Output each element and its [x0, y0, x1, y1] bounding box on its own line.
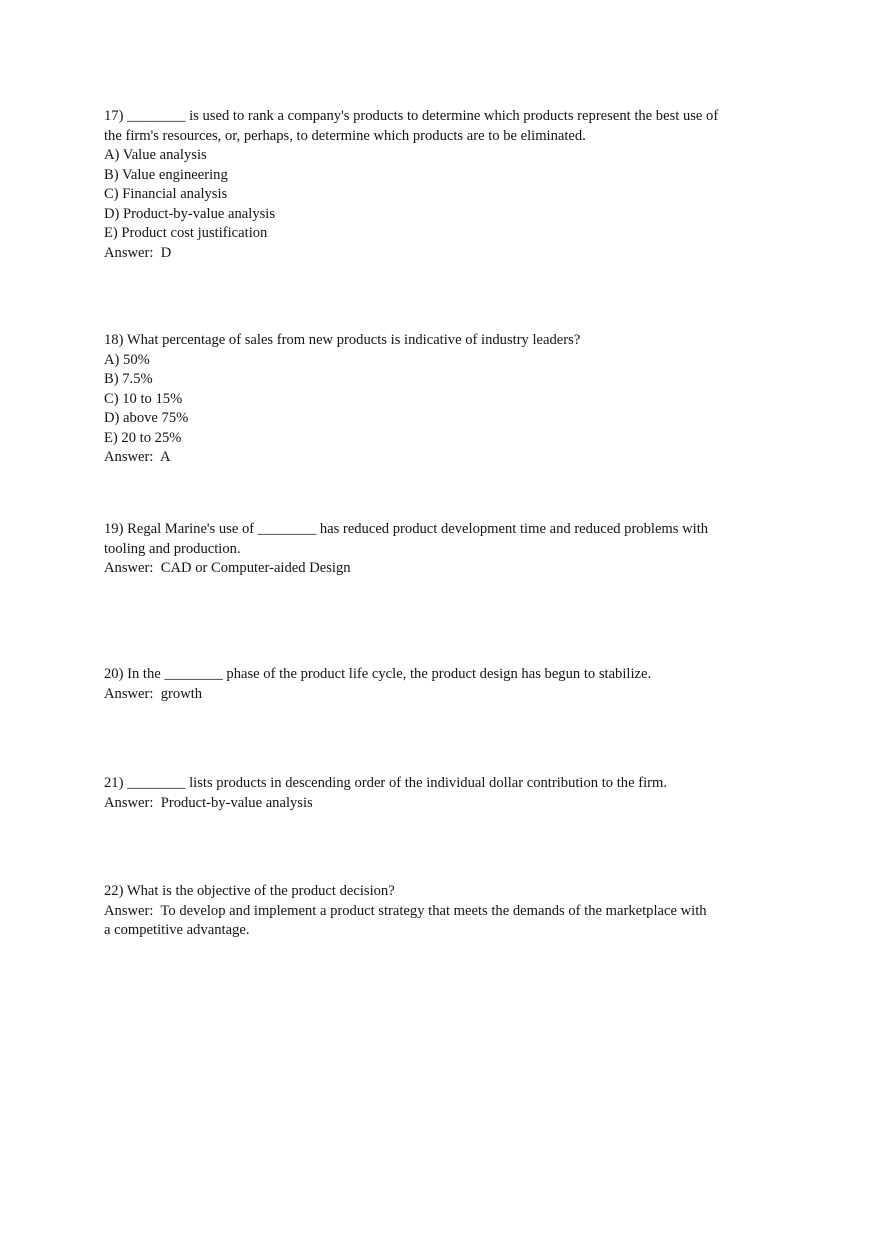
answer: Answer: growth — [104, 685, 203, 702]
option-b: B) 7.5% — [104, 371, 153, 387]
answer: Answer: A — [104, 449, 171, 465]
answer: Answer: To develop and implement a product strategy that meets the demands of the marketplace with — [104, 902, 707, 919]
question-text: 20) In the ________ phase of the product life cycle, the product design has begun to stabilize. — [104, 666, 652, 682]
question-19 — [104, 520, 724, 579]
answer: Answer: CAD or Computer-aided Design — [104, 560, 351, 576]
question-17 — [104, 107, 724, 263]
question-text: 22) What is the objective of the product decision? — [104, 883, 395, 899]
option-c: C) Financial analysis — [104, 186, 228, 202]
answer-continued: a competitive advantage. — [104, 922, 250, 938]
question-text: tooling and production. — [104, 540, 241, 557]
answer: Answer: Product-by-value analysis — [104, 794, 313, 811]
question-text: 19) Regal Marine's use of ________ has reduced product development time and reduced problems with — [104, 521, 709, 537]
option-e: E) 20 to 25% — [104, 429, 182, 446]
question-21 — [104, 774, 724, 813]
question-text: 18) What percentage of sales from new products is indicative of industry leaders? — [104, 332, 581, 348]
answer: Answer: D — [104, 244, 172, 261]
option-d: D) above 75% — [104, 410, 189, 426]
option-b: B) Value engineering — [104, 166, 228, 183]
question-text: the firm's resources, or, perhaps, to determine which products are to be eliminated. — [104, 127, 586, 144]
option-c: C) 10 to 15% — [104, 390, 183, 407]
question-text: 21) ________ lists products in descending order of the individual dollar contribution to the firm. — [104, 775, 667, 791]
option-e: E) Product cost justification — [104, 225, 268, 241]
question-text: 17) ________ is used to rank a company's products to determine which products represent the best use of — [104, 108, 719, 124]
option-d: D) Product-by-value analysis — [104, 205, 276, 222]
option-a: A) Value analysis — [104, 147, 207, 163]
question-22 — [104, 882, 724, 941]
option-a: A) 50% — [104, 351, 150, 368]
question-18 — [104, 331, 724, 468]
question-20 — [104, 665, 724, 704]
